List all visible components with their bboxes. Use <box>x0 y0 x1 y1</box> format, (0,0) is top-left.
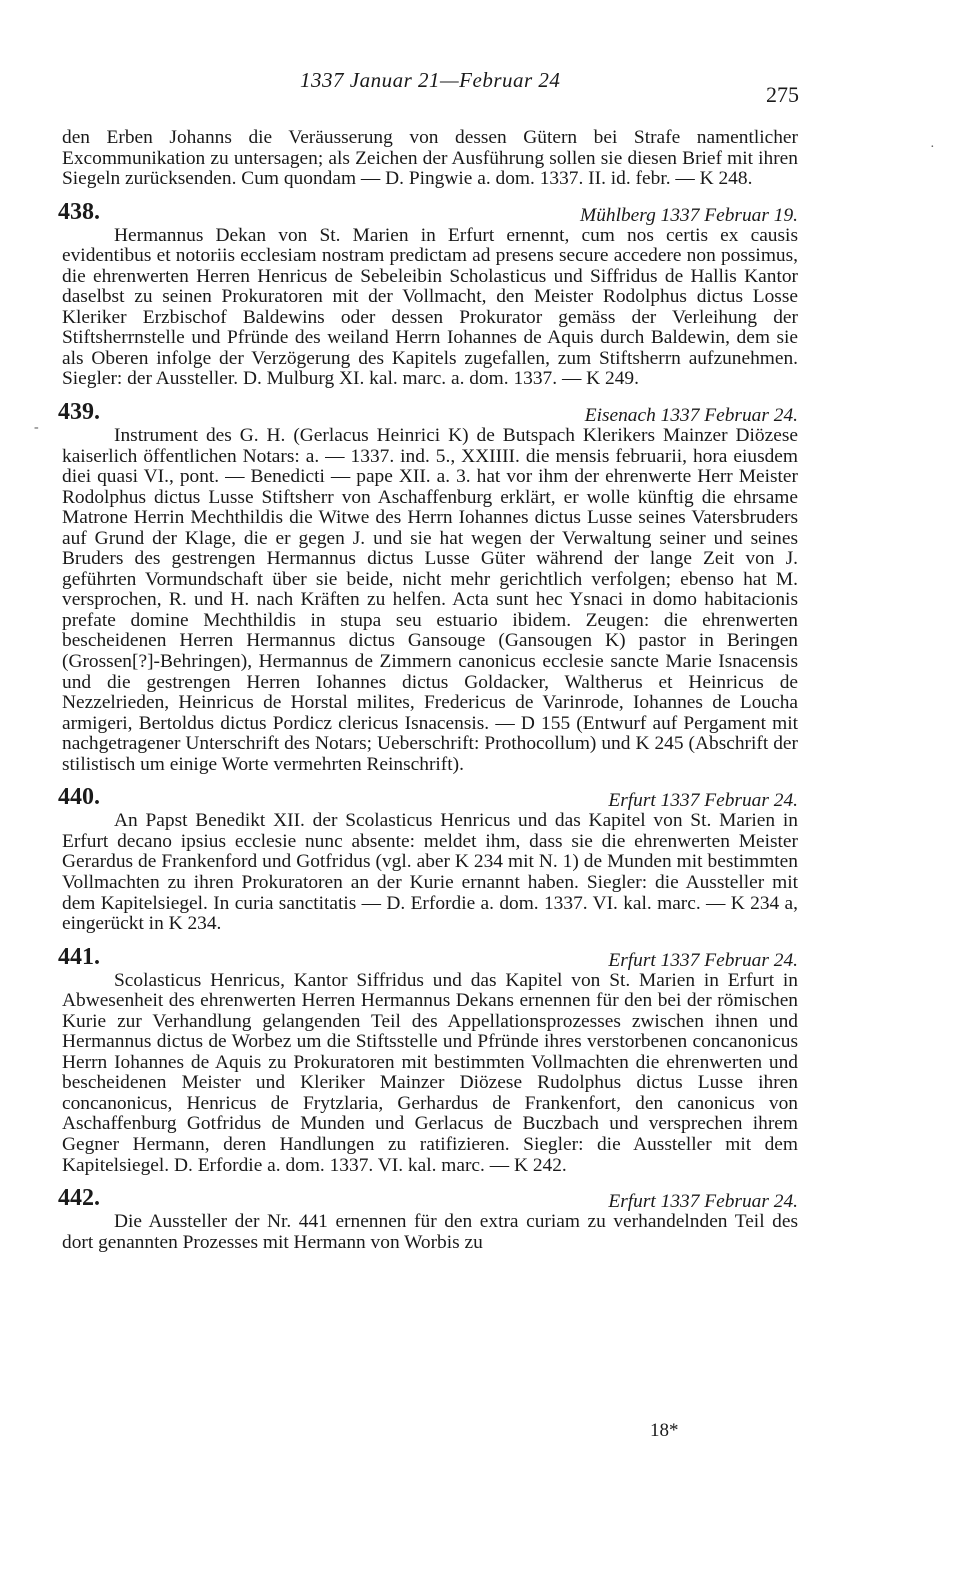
entry-heading <box>58 1185 798 1213</box>
entry-place-date: Mühlberg 1337 Februar 19. <box>580 204 798 226</box>
page-header <box>0 68 960 108</box>
entry-440 <box>58 784 798 935</box>
entry-number: 441. <box>58 943 100 970</box>
entry-text: Instrument des G. H. (Gerlacus Heinrici K) de Butspach Klerikers Mainzer Diözese kaiserlich öffentlichen Notars: a. — 1337. ind. 5., XXIIII. die mensis februarii, hora eiusdem diei quasi VI., pont. — Benedicti — pape XII. a. 3. hat vor ihm der ehrenwerte Herr Meister Rodolphus dictus Lusse Stiftsherr von Aschaffenburg erklärt, er wolle künftig die ehrsame Matrone Herrin Mechthildis die Witwe des Herrn Iohannes dictus Lusse seines Vatersbruders auf Grund der Klage, die er gegen J. und sie hat wegen der Verwaltung seiner und seines Bruders des gestrengen Hermannus dictus Lusse Güter während der lange Zeit von J. geführten Vormundschaft über sie beide, nicht mehr gerichtlich verfolgen; ebenso hat M. versprochen, R. und H. nach Kräften zu helfen. Acta sunt hec Ysnaci in domo habitacionis prefate domine Mechthildis in stupa seu estuario ibidem. Zeugen: die ehrenwerten bescheidenen Herren Hermannus dictus Gansouge (Gansougen K) pastor in Beringen (Grossen[?]-Behringen), Hermannus de Zimmern canonicus ecclesie sancte Marie Isnacensis und die gestrengen Herren Iohannes dictus Goldacker, Waltherus et Heinricus de Nezzelrieden, Heinricus de Horstal milites, Fredericus de Varinrode, Iohannes de Loucha armigeri, Bertoldus dictus Pordicz clericus Isnacensis. — D 155 (Entwurf auf Pergament mit nachgetragener Unterschrift des Notars; Ueberschrift: Prothocollum) und K 245 (Abschrift der stilistisch um einige Worte vermehrten Reinschrift). <box>62 425 798 775</box>
entry-place-date: Erfurt 1337 Februar 24. <box>608 1191 798 1213</box>
entry-442 <box>58 1185 798 1253</box>
running-head: 1337 Januar 21—Februar 24 <box>300 68 561 92</box>
entry-place-date: Erfurt 1337 Februar 24. <box>608 790 798 812</box>
entry-441 <box>58 943 798 1176</box>
entry-number: 442. <box>58 1185 100 1212</box>
entry-number: 438. <box>58 198 100 225</box>
signature-mark: 18* <box>650 1420 679 1441</box>
entry-heading <box>58 399 798 427</box>
entry-number: 439. <box>58 399 100 426</box>
entry-number: 440. <box>58 784 100 811</box>
entry-heading <box>58 198 798 226</box>
entry-text: Scolasticus Henricus, Kantor Siffridus und das Kapitel von St. Marien in Erfurt in Abwesenheit des ehrenwerten Herren Hermannus Dekans ernennen für den bei der römischen Kurie zur Verhandlung gelangenden Teil des Appellationsprozesses zwischen ihnen und Hermannus dictus de Worbez um die Stiftsstelle und Pfründe ihres verstorbenen concanonicus Herrn Iohannes de Aquis zu Prokuratoren mit bestimmten Vollmachten die ehrenwerten und bescheidenen Meister und Kleriker Mainzer Diözese Rudolphus dictus Lusse ihren concanonicus, Henricus de Frytzlaria, Gerhardus de Frankenfort, den canonicus von Aschaffenburg Gotfridus de Munden und Gerlacus de Buczbach und versprechen ihrem Gegner Hermann, deren Handlungen zu ratifizieren. Siegler: die Aussteller mit dem Kapitelsiegel. D. Erfordie a. dom. 1337. VI. kal. marc. — K 242. <box>62 969 798 1176</box>
entry-heading <box>58 784 798 812</box>
continuation-paragraph: den Erben Johanns die Veräusserung von dessen Gütern bei Strafe namentlicher Excommunikation zu untersagen; als Zeichen der Ausführung sollen sie diesen Brief mit ihren Siegeln zurücksenden. Cum quondam — D. Pingwie a. dom. 1337. II. id. febr. — K 248. <box>62 127 798 190</box>
margin-dot-mark: · <box>930 140 935 155</box>
entry-439 <box>58 399 798 775</box>
entry-place-date: Erfurt 1337 Februar 24. <box>608 949 798 971</box>
margin-dash-mark: - <box>34 420 39 435</box>
entry-text: Hermannus Dekan von St. Marien in Erfurt ernennt, cum nos certis ex causis evidentibus et notoriis ecclesiam nostram predictam ad presens secure accedere non possimus, die ehrenwerten Herren Henricus de Sebeleibin Scholasticus und Siffridus de Hallis Kantor daselbst zu seinen Prokuratoren mit der Vollmacht, den Meister Rodolphus dictus Losse Kleriker Erzbischof Baldewins oder dessen Prokurator gemäss der Verleihung der Stiftsherrnstelle und Pfründe des weiland Herrn Iohannes de Aquis durch Baldewin, dem sie als Oberen infolge der Verzögerung des Kapitels zugefallen, zum Stiftsherrn aufzunehmen. Siegler: der Aussteller. D. Mulburg XI. kal. marc. a. dom. 1337. — K 249. <box>62 224 798 390</box>
entry-place-date: Eisenach 1337 Februar 24. <box>584 405 798 427</box>
entry-text: An Papst Benedikt XII. der Scolasticus Henricus und das Kapitel von St. Marien in Erfurt decano ipsius ecclesie nunc absente: meldet ihm, dass sie die ehrenwerten Meister Gerardus de Frankenford und Gotfridus (vgl. aber K 234 mit N. 1) de Munden mit bestimmten Vollmachten zu ihren Prokuratoren an der Kurie ernannt haben. Siegler: die Aussteller mit dem Kapitelsiegel. In curia sanctitatis — D. Erfordie a. dom. 1337. VI. kal. marc. — K 234 a, eingerückt in K 234. <box>62 810 798 935</box>
entry-heading <box>58 943 798 971</box>
entry-438 <box>58 198 798 390</box>
document-body <box>58 127 798 1253</box>
entry-text: Die Aussteller der Nr. 441 ernennen für den extra curiam zu verhandelnden Teil des dort genannten Prozesses mit Hermann von Worbis zu <box>62 1211 798 1253</box>
page-number: 275 <box>766 82 799 107</box>
